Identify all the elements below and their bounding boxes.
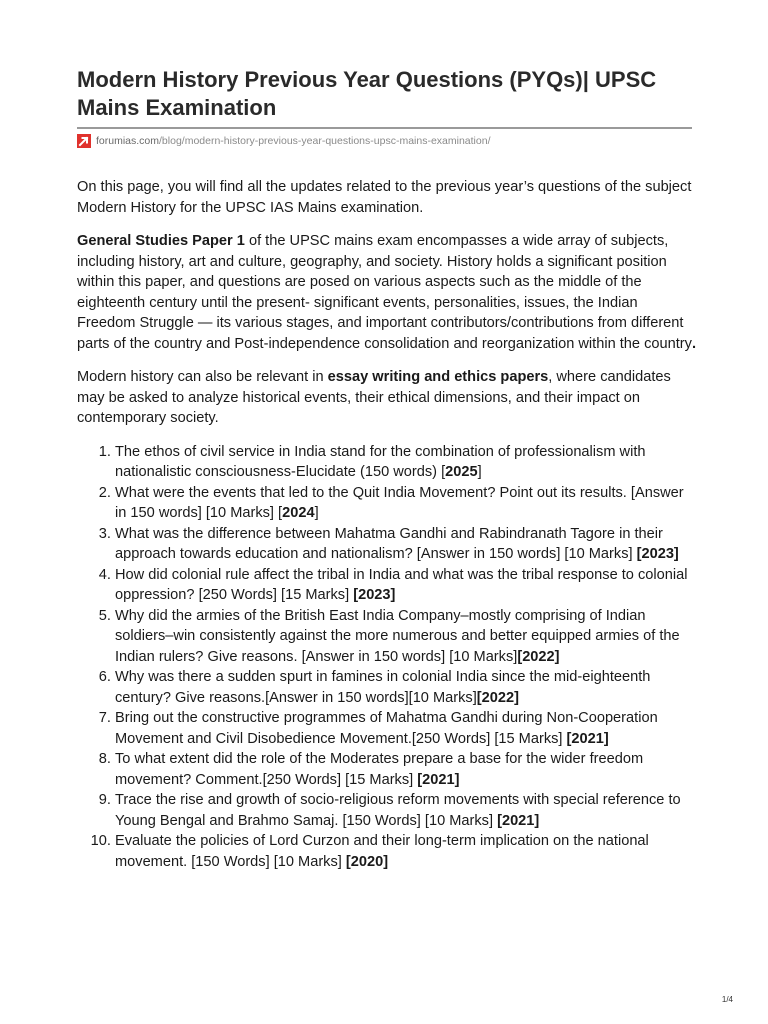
- question-year: 2025: [445, 464, 478, 480]
- question-year: [2022]: [476, 689, 519, 706]
- question-item: [115, 831, 697, 872]
- question-item: [115, 606, 697, 668]
- question-text: What were the events that led to the Quit India Movement? Point out its results. [Answer in 150 words] [10 Marks] [: [115, 484, 684, 521]
- question-item: [115, 667, 697, 708]
- source-line: [77, 134, 491, 148]
- article-body: [77, 177, 697, 872]
- question-year: [2023]: [353, 587, 396, 603]
- question-text: Trace the rise and growth of socio-religious reform movements with special reference to Young Bengal and Brahmo Samaj. [150 Words] [10 Marks]: [115, 792, 681, 829]
- question-text: Evaluate the policies of Lord Curzon and their long-term implication on the national movement. [150 Words] [10 Marks]: [115, 833, 649, 870]
- essay-bold: essay writing and ethics papers: [327, 369, 549, 385]
- question-text: Bring out the constructive programmes of Mahatma Gandhi during Non-Cooperation Movement and Civil Disobedience Movement.[250 Words] [15 Marks]: [115, 710, 658, 747]
- question-text: Why did the armies of the British East India Company–mostly comprising of Indian soldiers–win consistently against the more numerous and better equipped armies of the Indian rulers? Give reasons. [Answer in 150 words] [10 Marks]: [115, 607, 680, 665]
- title-divider: [77, 127, 692, 129]
- question-item: [115, 565, 697, 606]
- question-item: [115, 749, 697, 790]
- question-year: [2021]: [566, 730, 609, 747]
- question-item: [115, 790, 697, 831]
- question-item: [115, 442, 697, 483]
- question-text: To what extent did the role of the Moderates prepare a base for the wider freedom movement? Comment.[250 Words] [15 Marks]: [115, 751, 644, 788]
- question-year: [2023]: [636, 546, 679, 562]
- essay-after: , where candidates may be asked to analyze historical events, their ethical dimensions, and their impact on contemporary society.: [77, 369, 671, 426]
- questions-list: [77, 442, 697, 873]
- page-title: Modern History Previous Year Questions (PYQs)| UPSC Mains Examination: [77, 67, 657, 120]
- essay-before: Modern history can also be relevant in: [77, 369, 328, 385]
- gs-paragraph-end: .: [691, 335, 697, 352]
- red-arrow-icon: [77, 134, 91, 148]
- question-year: 2024: [282, 505, 315, 521]
- question-text: How did colonial rule affect the tribal in India and what was the tribal response to colonial oppression? [250 Words] [15 Marks]: [115, 566, 688, 603]
- source-path[interactable]: /blog/modern-history-previous-year-questions-upsc-mains-examination/: [159, 135, 491, 147]
- question-text: The ethos of civil service in India stand for the combination of professionalism with nationalistic consciousness-Elucidate (150 words) [: [115, 443, 646, 480]
- question-after: ]: [477, 464, 482, 480]
- source-url[interactable]: [96, 134, 491, 148]
- question-item: [115, 524, 697, 565]
- question-after: ]: [314, 505, 319, 521]
- essay-paragraph: [77, 367, 697, 429]
- page-number: 1/4: [721, 995, 733, 1004]
- gs-paragraph: [77, 231, 697, 354]
- intro-paragraph: On this page, you will find all the updates related to the previous year’s questions of the subject Modern History for the UPSC IAS Mains examination.: [77, 179, 692, 216]
- question-year: [2020]: [345, 853, 389, 870]
- source-domain[interactable]: forumias.com: [96, 135, 160, 147]
- question-year: [2022]: [517, 648, 560, 665]
- gs-paper-bold: General Studies Paper 1: [77, 233, 245, 249]
- question-year: [2021]: [497, 812, 540, 829]
- question-item: [115, 483, 697, 524]
- gs-paragraph-text: of the UPSC mains exam encompasses a wide array of subjects, including history, art and culture, geography, and society. History holds a significant position within this paper, and questions are posed on various aspects such as the middle of the eighteenth century until the present- significant events, personalities, issues, the Indian Freedom Struggle — its various stages, and important contributors/contributions from different parts of the country and Post-independence consolidation and reorganization within the country: [77, 233, 692, 352]
- question-year: [2021]: [417, 771, 460, 788]
- question-item: [115, 708, 697, 749]
- question-text: What was the difference between Mahatma Gandhi and Rabindranath Tagore in their approach towards education and nationalism? [Answer in 150 words] [10 Marks]: [115, 525, 663, 562]
- question-text: Why was there a sudden spurt in famines in colonial India since the mid-eighteenth century? Give reasons.[Answer in 150 words][10 Marks]: [115, 669, 651, 706]
